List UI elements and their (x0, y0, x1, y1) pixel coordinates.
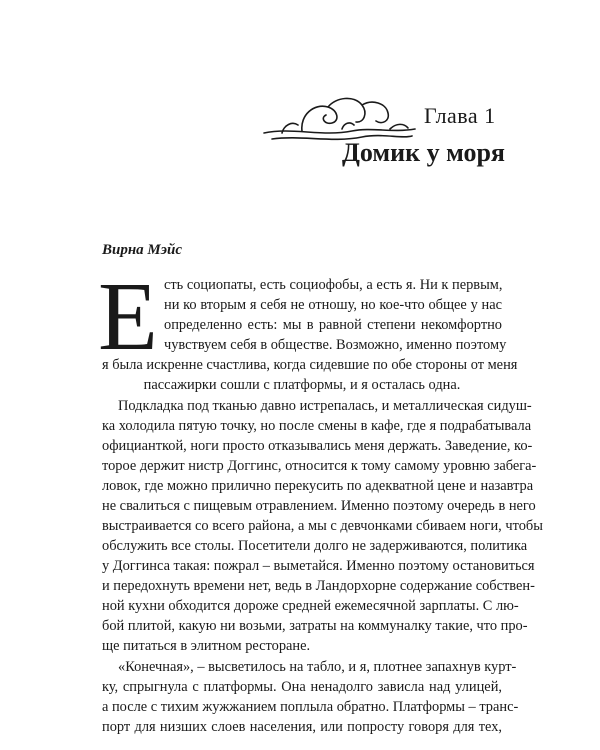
text-line: «Конечная», – высветилось на табло, и я, плотнее запахнув курт- (118, 659, 517, 675)
chapter-number: Глава 1 (424, 103, 496, 128)
text-line: Подкладка под тканью давно истрепалась, и металлическая сидуш- (118, 398, 532, 414)
text-line: пассажирки сошли с платформы, и я осталась одна. (143, 377, 461, 393)
text-line: ку, спрыгнула с платформы. Она ненадолго зависла над улицей, (102, 679, 502, 695)
drop-cap: Е (98, 263, 158, 371)
text-line: я была искренне счастлива, когда сидевшие по обе стороны от меня (102, 357, 518, 373)
text-line: определенно есть: мы в равной степени некомфортно (164, 317, 502, 333)
text-line: сть социопаты, есть социофобы, а есть я. Ни к первым, (164, 277, 503, 293)
text-line: ка холодила пятую точку, но после смены в кафе, где я подрабатывала (102, 418, 532, 434)
text-line: бой плитой, какую ни возьми, затраты на коммуналку такие, что про- (102, 618, 528, 634)
text-line: обслужить все столы. Посетители долго не задерживаются, политика (102, 538, 528, 554)
text-line: ной кухни обходится дороже средней ежемесячной зарплаты. С лю- (102, 598, 519, 614)
text-line: порт для низших слоев населения, или попросту говоря для тех, (102, 719, 502, 735)
text-line: ловок, где можно прилично перекусить по адекватной цене и назавтра (102, 478, 534, 494)
text-line: и передохнуть времени нет, ведь в Ландорхорне содержание собствен- (102, 578, 535, 594)
text-line: чувствуем себя в обществе. Возможно, именно поэтому (164, 337, 507, 353)
text-line: выстраивается со всего района, а мы с девчонками сбиваем ноги, чтобы (102, 518, 543, 534)
text-line: торое держит нистр Доггинс, относится к тому самому уровню забега- (102, 458, 537, 474)
text-line: у Доггинса такая: пожрал – выметайся. Именно поэтому остановиться (102, 558, 535, 574)
chapter-title: Домик у моря (342, 138, 505, 167)
text-line: ни ко вторым я себя не отношу, но кое-что общее у нас (164, 297, 502, 313)
text-line: а после с тихим жужжанием поплыла обратно. Платформы – транс- (102, 699, 519, 715)
author-heading: Вирна Мэйс (102, 242, 182, 258)
text-line: официанткой, ноги просто отказывались меня держать. Заведение, ко- (102, 438, 533, 454)
text-line: не свалиться с пищевым отравлением. Именно поэтому очередь в него (102, 498, 536, 514)
text-line: ще питаться в элитном ресторане. (102, 638, 311, 654)
